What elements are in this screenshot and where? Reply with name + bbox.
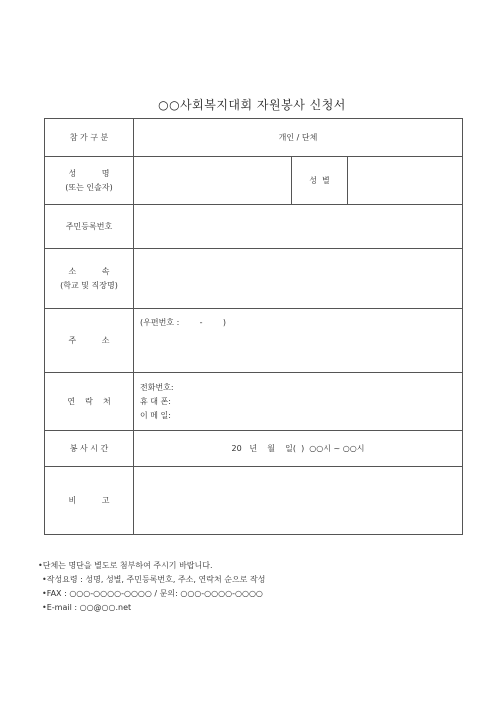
application-form-table [44,118,463,535]
row-resident-number [45,205,463,249]
name-label [45,157,134,205]
service-time-field[interactable]: 20 년 월 일( ) ○○시 ~ ○○시 [134,431,463,467]
gender-field[interactable] [348,157,463,205]
note-attach-list: •단체는 명단을 별도로 첨부하여 주시기 바랍니다. [38,561,213,570]
row-remarks [45,467,463,535]
name-label-line1: 성 명 [68,168,110,178]
email-label: 이 메 일: [140,410,171,420]
address-label: 주 소 [45,309,134,373]
affiliation-field[interactable] [134,249,463,309]
row-address [45,309,463,373]
phone-label: 전화번호: [140,382,174,392]
row-category [45,119,463,157]
name-label-line2: (또는 인솔자) [65,182,113,192]
affiliation-label-line1: 소 속 [68,266,110,276]
row-contact [45,373,463,431]
gender-label: 성 별 [292,157,348,205]
row-affiliation [45,249,463,309]
resident-number-label: 주민등록번호 [45,205,134,249]
remarks-label: 비 고 [45,467,134,535]
note-writing-guide: •작성요령 : 성명, 성별, 주민등록번호, 주소, 연락처 순으로 작성 [42,575,266,584]
resident-number-field[interactable] [134,205,463,249]
name-field[interactable] [134,157,292,205]
note-email: •E-mail : ○○@○○.net [42,603,132,612]
affiliation-label-line2: (학교 및 직장명) [60,280,118,290]
row-name [45,157,463,205]
note-fax-contact: •FAX : ○○○-○○○○-○○○○ / 문의: ○○○-○○○○-○○○○ [42,589,263,598]
notes [38,559,265,615]
address-field[interactable] [134,309,463,373]
postal-code-label: (우편번호 : - ) [140,318,226,327]
service-time-label: 봉 사 시 간 [45,431,134,467]
mobile-label: 휴 대 폰: [140,396,171,406]
category-value[interactable]: 개인 / 단체 [134,119,463,157]
contact-label: 연 락 처 [45,373,134,431]
affiliation-label [45,249,134,309]
contact-field[interactable] [134,373,463,431]
row-service-time [45,431,463,467]
category-label: 참 가 구 분 [45,119,134,157]
form-title: ○○사회복지대회 자원봉사 신청서 [158,98,346,112]
remarks-field[interactable] [134,467,463,535]
